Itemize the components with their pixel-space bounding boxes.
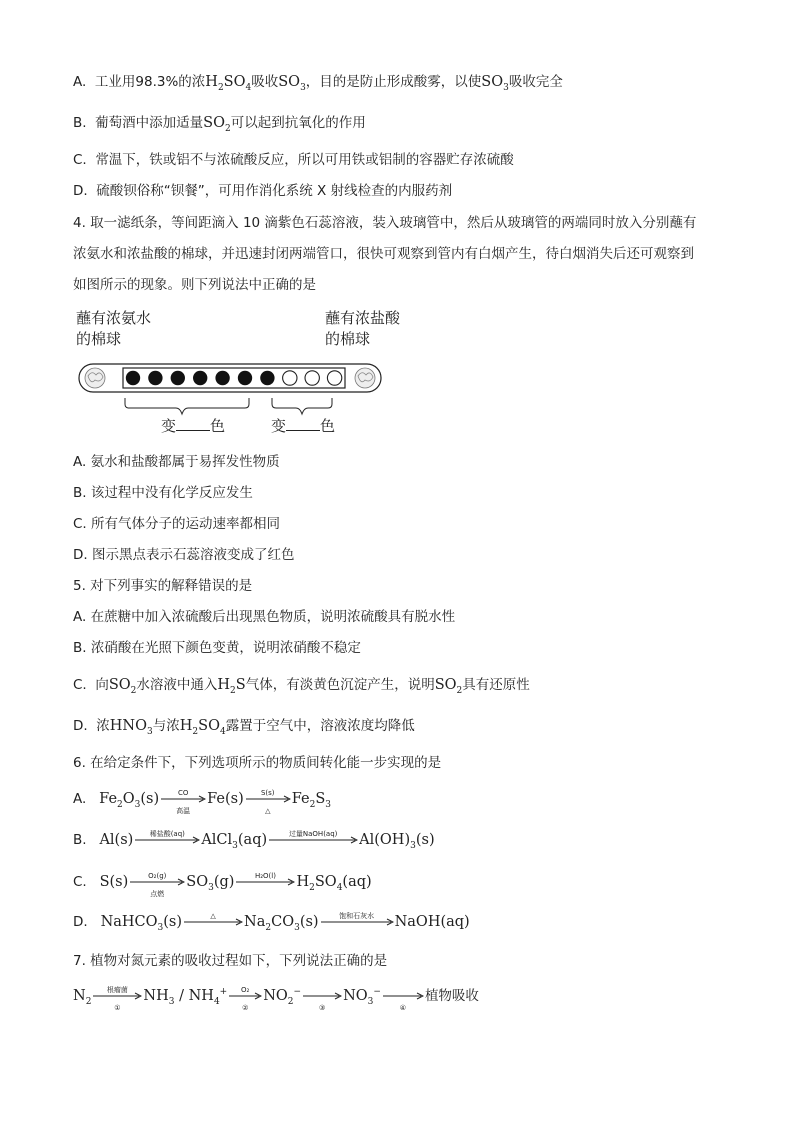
q5-option-b: B. 浓硝酸在光照下颜色变黄，说明浓硝酸不稳定 [73,640,361,656]
formula-h2s: $H_2S$ [217,677,246,696]
q4-option-b: B. 该过程中没有化学反应发生 [73,485,253,501]
left-color-change-label: 变 色 [161,417,226,435]
reaction-arrow: △ [183,914,243,930]
reaction-arrow: O₂ ② [228,988,262,1004]
formula-h2so4: $H_2SO_4$ [179,718,226,737]
tube-diagram [73,306,393,440]
dark-litmus-dot [215,371,229,385]
q7-stem: 7. 植物对氮元素的吸收过程如下，下列说法正确的是 [73,953,388,969]
q4-option-a: A. 氨水和盐酸都属于易挥发性物质 [73,454,280,470]
dark-litmus-dot [260,371,274,385]
reaction-arrow: CO 高温 [160,791,206,807]
q3-option-a: A. 工业用98.3%的浓$H_2SO_4$吸收$SO_3$，目的是防止形成酸雾，以使$SO_3$吸收完全 [73,74,563,93]
blank-line [176,418,210,431]
white-litmus-dot [327,371,341,385]
plant-absorption-label: 植物吸收 [424,988,479,1004]
formula-so2: $SO_2$ [108,677,137,696]
q4-option-c: C. 所有气体分子的运动速率都相同 [73,516,281,532]
left-brace [125,398,249,414]
q5-stem: 5. 对下列事实的解释错误的是 [73,578,253,594]
dark-litmus-dot [193,371,207,385]
right-cotton-ball-icon [355,368,375,388]
dark-litmus-dot [171,371,185,385]
q4-stem-line-1: 4. 取一滤纸条，等间距滴入 10 滴紫色石蕊溶液，装入玻璃管中，然后从玻璃管的两端同时放入分别蘸有 [73,215,697,231]
reaction-arrow: 稀盐酸(aq) [134,832,200,848]
white-litmus-dot [283,371,297,385]
dark-litmus-dot [126,371,140,385]
formula-so3: $SO_3$ [278,74,306,93]
q3-option-c: C. 常温下，铁或铝不与浓硫酸反应，所以可用铁或铝制的容器贮存浓硫酸 [73,152,514,168]
q5-option-d: D. 浓$HNO_3$与浓$H_2SO_4$露置于空气中，溶液浓度均降低 [73,718,415,737]
q5-option-c: C. 向$SO_2$水溶液中通入$H_2S$气体，有淡黄色沉淀产生，说明$SO_2$具有还原性 [73,677,530,696]
right-cotton-label-1: 蘸有浓盐酸 [325,309,401,327]
left-cotton-label-2: 的棉球 [76,330,122,348]
reaction-arrow: O₂(g) 点燃 [129,874,185,890]
left-cotton-ball-icon [85,368,105,388]
q3-option-d: D. 硫酸钡俗称“钡餐”，可用作消化系统 X 射线检查的内服药剂 [73,183,453,199]
q5-option-a: A. 在蔗糖中加入浓硫酸后出现黑色物质，说明浓硫酸具有脱水性 [73,609,456,625]
reaction-arrow: S(s) △ [245,791,291,807]
q3-option-b: B. 葡萄酒中添加适量$SO_2$可以起到抗氧化的作用 [73,115,366,134]
q4-stem-line-3: 如图所示的现象。则下列说法中正确的是 [73,277,316,293]
formula-so2: $SO_2$ [434,677,463,696]
q6-stem: 6. 在给定条件下，下列选项所示的物质间转化能一步实现的是 [73,755,442,771]
right-brace [272,398,332,414]
q6-option-a: A. $Fe_2O_3(s)$ CO 高温 Fe(s) S(s) △ $Fe_2S_3$ [73,789,332,815]
dark-litmus-dot [148,371,162,385]
reaction-arrow: 过量NaOH(aq) [268,832,358,848]
reaction-arrow: 饱和石灰水 [320,914,394,930]
blank-line [286,418,320,431]
white-litmus-dot [305,371,319,385]
formula-so3: $SO_3$ [481,74,509,93]
reaction-arrow: ③ [302,988,342,1004]
q4-option-d: D. 图示黑点表示石蕊溶液变成了红色 [73,547,295,563]
q6-option-c: C. S(s) O₂(g) 点燃 $SO_3(g)$ H₂O(l) $H_2SO_4(aq)$ [73,872,372,898]
q4-stem-line-2: 浓氨水和浓盐酸的棉球，并迅速封闭两端管口，很快可观察到管内有白烟产生，待白烟消失后还可观察到 [73,246,694,262]
right-cotton-label-2: 的棉球 [325,330,371,348]
formula-hno3: $HNO_3$ [109,718,153,737]
reaction-arrow: ④ [382,988,424,1004]
reaction-arrow: H₂O(l) [235,874,295,890]
glass-tube-figure [73,306,401,440]
right-color-change-label: 变 色 [271,417,336,435]
formula-h2so4: $H_2SO_4$ [205,74,252,93]
option-letter: A. [73,74,87,90]
formula-so2: $SO_2$ [203,115,231,134]
q6-option-d: D. NaHCO$_3$(s) △ $Na_2CO_3(s)$ 饱和石灰水 NaOH(aq) [73,912,470,933]
left-cotton-label-1: 蘸有浓氨水 [76,309,152,327]
reaction-arrow: 根瘤菌 ① [92,988,142,1004]
q7-nitrogen-process: $N_2$ 根瘤菌 ① $NH_3 / NH_4^+$ O₂ ② $NO_2^-$ ③ $NO_3^-$ ④ 植物吸收 [73,986,479,1012]
q6-option-b: B. Al(s) 稀盐酸(aq) AlCl$_3$(aq) 过量NaOH(aq) $Al(OH)_3(s)$ [73,830,435,851]
dark-litmus-dot [238,371,252,385]
